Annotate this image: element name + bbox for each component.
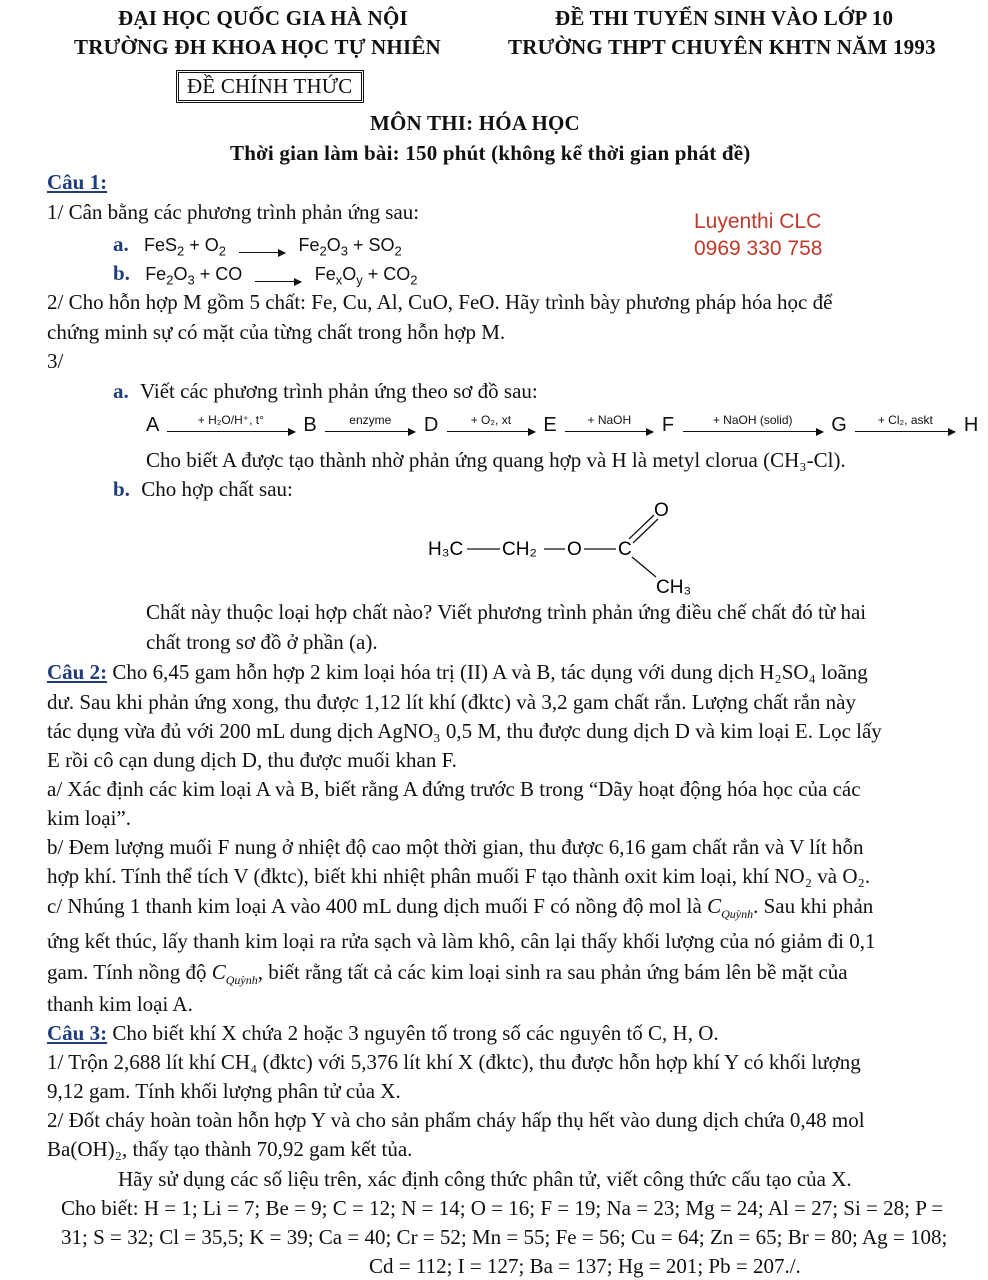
q2-line1 — [47, 660, 868, 685]
structural-formula — [420, 495, 720, 600]
eq-b-products: $Fe_xO_y + CO_2$ — [314, 264, 418, 288]
struct-ch3: CH₃ — [656, 577, 692, 598]
scheme-arrow-4 — [565, 413, 653, 432]
scheme-arrow-1 — [167, 413, 295, 432]
part3b-question-2: chất trong sơ đồ ở phần (a). — [146, 630, 378, 654]
q2-c-line2: ứng kết thúc, lấy thanh kim loại ra rửa sạch và làm khô, cân lại thấy khối lượng của nó giảm đi 0,1 — [47, 929, 876, 953]
struct-od: O — [654, 500, 669, 521]
q1-part3b — [113, 477, 293, 502]
eq-b-label: b. — [113, 261, 130, 285]
eq-b-arrow — [255, 269, 301, 282]
q3-part2-line2: Ba(OH)₂, thấy tạo thành 70,92 gam kết tủa. — [47, 1137, 413, 1161]
q1-part1: 1/ Cân bằng các phương trình phản ứng sau: — [47, 200, 420, 224]
part3a-label: a. — [113, 379, 129, 403]
q2-c-text-1: c/ Nhúng 1 thanh kim loại A vào 400 mL dung dịch muối F có nồng độ mol là — [47, 894, 708, 918]
part3b-question-1: Chất này thuộc loại hợp chất nào? Viết phương trình phản ứng điều chế chất đó từ hai — [146, 600, 867, 624]
eq-b-reactants: $Fe_2O_3$ + CO — [145, 264, 243, 288]
exam-time: Thời gian làm bài: 150 phút (không kể thời gian phát đề) — [230, 141, 751, 165]
q3-line1 — [47, 1021, 719, 1046]
scheme-arrow-2 — [325, 413, 415, 432]
scheme-arrow-3 — [447, 413, 535, 432]
scheme-E: E — [543, 414, 557, 436]
c-variable-2 — [211, 960, 258, 988]
q2-line2: dư. Sau khi phản ứng xong, thu được 1,12 lít khí (đktc) và 3,2 gam chất rắn. Lượng chất rắn này — [47, 690, 856, 714]
university-name: ĐẠI HỌC QUỐC GIA HÀ NỘI — [118, 6, 408, 30]
eq-a-reactants: $FeS_2 + O_2$ — [144, 235, 226, 259]
scheme-arrow-6-label: + Cl₂, askt — [877, 413, 933, 428]
reaction-scheme — [146, 414, 978, 437]
school-name: TRƯỜNG ĐH KHOA HỌC TỰ NHIÊN — [74, 35, 441, 59]
scheme-arrow-1-label: + H₂O/H⁺, t° — [197, 413, 264, 428]
q2-line3: tác dụng vừa đủ với 200 mL dung dịch AgNO₃ 0,5 M, thu được dung dịch D và kim loại E. Lọc lấy — [47, 719, 882, 743]
eq-a-products: $Fe_2O_3 + SO_2$ — [298, 235, 402, 259]
exam-school: TRƯỜNG THPT CHUYÊN KHTN NĂM 1993 — [508, 35, 936, 59]
exam-title: ĐỀ THI TUYỂN SINH VÀO LỚP 10 — [555, 6, 894, 30]
struct-h3c: H₃C — [428, 539, 464, 560]
part3b-text: Cho hợp chất sau: — [141, 477, 293, 501]
scheme-arrow-3-label: + O₂, xt — [470, 413, 512, 428]
q3-part2-line1: 2/ Đốt cháy hoàn toàn hỗn hợp Y và cho sản phẩm cháy hấp thụ hết vào dung dịch chứa 0,48 mol — [47, 1108, 865, 1132]
q2-a-line1: a/ Xác định các kim loại A và B, biết rằng A đứng trước B trong “Dãy hoạt động hóa học của các — [47, 777, 861, 801]
c-var-sub: Quỳnh — [721, 907, 754, 922]
c-var-sub-2: Quỳnh — [225, 973, 258, 988]
scheme-A: A — [146, 414, 159, 436]
scheme-B: B — [303, 414, 317, 436]
atomic-mass-line2: 31; S = 32; Cl = 35,5; K = 39; Ca = 40; Cr = 52; Mn = 55; Fe = 56; Cu = 64; Zn = 65; Br = 80; Ag = 108; — [61, 1225, 948, 1249]
scheme-H: H — [963, 414, 979, 436]
eq-a-arrow — [239, 240, 285, 253]
q2-b-line1: b/ Đem lượng muối F nung ở nhiệt độ cao một thời gian, thu được 6,16 gam chất rắn và V lít hỗn — [47, 835, 864, 859]
c-var-symbol: C — [707, 894, 722, 918]
q2-c-text-3: gam. Tính nồng độ — [47, 960, 212, 984]
scheme-arrow-5 — [683, 413, 823, 432]
q1-part2-line1: 2/ Cho hỗn hợp M gồm 5 chất: Fe, Cu, Al, CuO, FeO. Hãy trình bày phương pháp hóa học để — [47, 290, 833, 314]
q2-line4: E rồi cô cạn dung dịch D, thu được muối khan F. — [47, 748, 457, 772]
q1-part3: 3/ — [47, 349, 64, 373]
struct-c: C — [618, 539, 632, 560]
q2-c-line3 — [47, 960, 848, 988]
q3-part1-line1: 1/ Trộn 2,688 lít khí CH₄ (đktc) với 5,376 lít khí X (đktc), thu được hỗn hợp khí Y có khối lượng — [47, 1050, 861, 1074]
subject-title: MÔN THI: HÓA HỌC — [370, 111, 580, 135]
q3-text-1: Cho biết khí X chứa 2 hoặc 3 nguyên tố trong số các nguyên tố C, H, O. — [107, 1021, 719, 1045]
question-3-title: Câu 3: — [47, 1021, 108, 1045]
question-1-title: Câu 1: — [47, 170, 108, 194]
official-badge: ĐỀ CHÍNH THỨC — [176, 70, 364, 103]
c-variable — [707, 894, 754, 922]
q1-part3a — [113, 379, 538, 404]
brand-name: Luyenthi CLC — [694, 210, 822, 233]
q1-part2-line2: chứng minh sự có mặt của từng chất trong hỗn hợp M. — [47, 320, 506, 344]
q2-a-line2: kim loại”. — [47, 806, 131, 830]
struct-ch2: CH₂ — [502, 539, 537, 560]
c-var-symbol-2: C — [211, 960, 226, 984]
q2-c-text-4: , biết rằng tất cả các kim loại sinh ra sau phản ứng bám lên bề mặt của — [257, 960, 848, 984]
scheme-arrow-5-label: + NaOH (solid) — [712, 413, 793, 428]
q3-part1-line2: 9,12 gam. Tính khối lượng phân tử của X. — [47, 1079, 401, 1103]
brand-phone: 0969 330 758 — [694, 237, 823, 260]
scheme-arrow-2-label: enzyme — [349, 413, 392, 428]
part3b-label: b. — [113, 477, 130, 501]
scheme-arrow-4-label: + NaOH — [587, 413, 632, 428]
q2-c-line1 — [47, 894, 873, 922]
q2-c-line4: thanh kim loại A. — [47, 992, 193, 1016]
eq-a-label: a. — [113, 232, 129, 256]
atomic-mass-line3: Cd = 112; I = 127; Ba = 137; Hg = 201; Pb = 207./. — [369, 1254, 801, 1278]
question-2-title: Câu 2: — [47, 660, 108, 684]
bond-4 — [632, 557, 656, 577]
q3-part3: Hãy sử dụng các số liệu trên, xác định công thức phân tử, viết công thức cấu tạo của X. — [118, 1167, 852, 1191]
scheme-note: Cho biết A được tạo thành nhờ phản ứng quang hợp và H là metyl clorua (CH₃-Cl). — [146, 448, 846, 472]
part3a-text: Viết các phương trình phản ứng theo sơ đồ sau: — [140, 379, 538, 403]
struct-o: O — [567, 539, 582, 560]
scheme-G: G — [831, 414, 847, 436]
q2-text-1: Cho 6,45 gam hỗn hợp 2 kim loại hóa trị (II) A và B, tác dụng với dung dịch H₂SO₄ loãng — [107, 660, 868, 684]
scheme-D: D — [423, 414, 439, 436]
q2-b-line2: hợp khí. Tính thể tích V (đktc), biết khi nhiệt phân muối F tạo thành oxit kim loại, khí NO₂ và O₂. — [47, 864, 871, 888]
scheme-arrow-6 — [855, 413, 955, 432]
q2-c-text-2: . Sau khi phản — [753, 894, 874, 918]
atomic-mass-line1: Cho biết: H = 1; Li = 7; Be = 9; C = 12; N = 14; O = 16; F = 19; Na = 23; Mg = 24; Al = 27; Si = 28; P = — [61, 1196, 944, 1220]
q1-eq-a — [113, 232, 402, 259]
scheme-F: F — [661, 414, 675, 436]
q1-eq-b — [113, 261, 417, 288]
